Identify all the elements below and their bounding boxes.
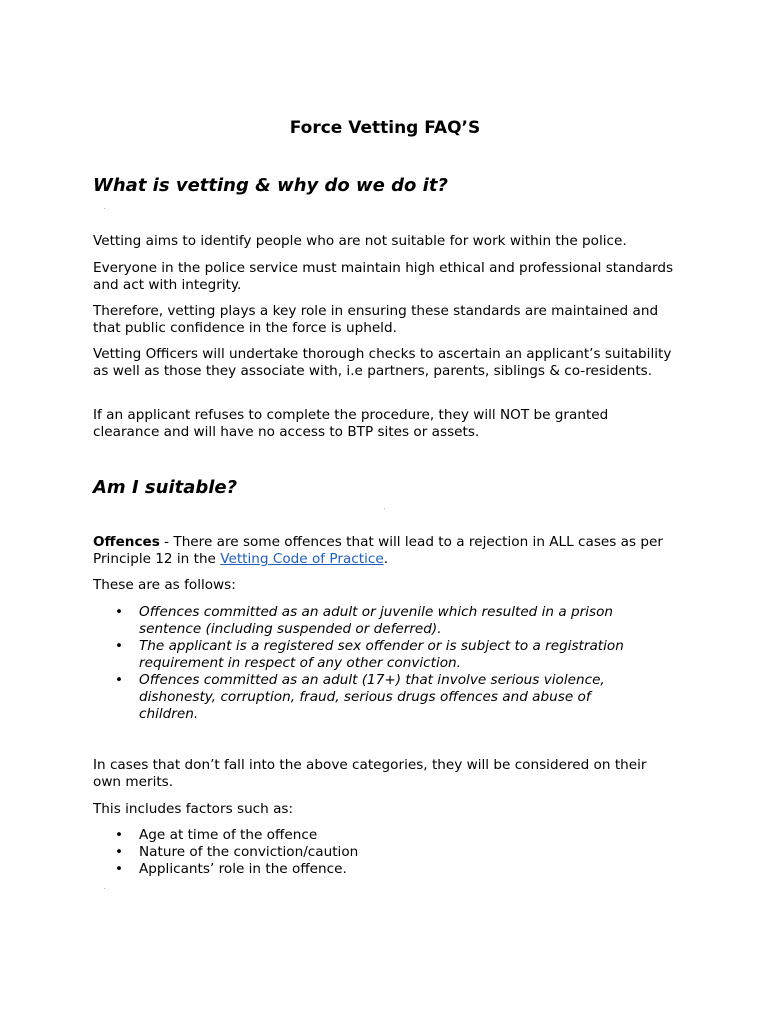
offences-paragraph [93, 534, 678, 568]
list-item-text: Nature of the conviction/caution [139, 844, 359, 860]
bullet-icon: • [115, 861, 124, 877]
list-item-text: The applicant is a registered sex offender or is subject to a registration requirement in respect of any other conviction. [139, 638, 624, 671]
paragraph: Therefore, vetting plays a key role in ensuring these standards are maintained and that public confidence in the force is upheld. [93, 303, 659, 336]
list-item [93, 672, 643, 723]
list-intro: These are as follows: [93, 577, 236, 593]
artifact-dot [104, 888, 105, 889]
bullet-icon: • [115, 672, 124, 688]
offences-text: - There are some offences that will lead to a rejection in ALL cases as per Principle 12 in the [93, 534, 663, 567]
bullet-icon: • [115, 827, 124, 843]
offence-list [93, 604, 643, 723]
factors-list [93, 827, 643, 878]
artifact-dot [104, 208, 105, 209]
vetting-code-link[interactable]: Vetting Code of Practice [220, 551, 384, 567]
page-title: Force Vetting FAQ’S [289, 118, 481, 138]
list-item-text: Offences committed as an adult (17+) that involve serious violence, dishonesty, corruption, fraud, serious drugs offences and abuse of children. [139, 672, 605, 722]
offences-label: Offences [93, 534, 160, 550]
bullet-icon: • [115, 604, 124, 620]
bullet-icon: • [115, 844, 124, 860]
factors-intro: This includes factors such as: [93, 801, 294, 817]
after-link-text: . [383, 551, 389, 567]
list-item-text: Offences committed as an adult or juvenile which resulted in a prison sentence (including suspended or deferred). [139, 604, 614, 637]
section-heading-vetting: What is vetting & why do we do it? [93, 175, 448, 196]
paragraph: Vetting Officers will undertake thorough checks to ascertain an applicant’s suitability as well as those they associate with, i.e partners, parents, siblings & co-residents. [93, 346, 672, 379]
list-item [93, 844, 643, 861]
paragraph: If an applicant refuses to complete the procedure, they will NOT be granted clearance and will have no access to BTP sites or assets. [93, 407, 609, 440]
section-heading-suitable: Am I suitable? [93, 477, 238, 498]
list-item-text: Age at time of the offence [139, 827, 318, 843]
bullet-icon: • [115, 638, 124, 654]
list-item-text: Applicants’ role in the offence. [139, 861, 347, 877]
paragraph: Everyone in the police service must maintain high ethical and professional standards and act with integrity. [93, 260, 674, 293]
list-item [93, 861, 643, 878]
paragraph: Vetting aims to identify people who are not suitable for work within the police. [93, 233, 627, 249]
list-item [93, 638, 643, 672]
list-item [93, 604, 643, 638]
artifact-dot [384, 508, 385, 509]
list-item [93, 827, 643, 844]
merits-paragraph: In cases that don’t fall into the above categories, they will be considered on their own merits. [93, 757, 647, 790]
